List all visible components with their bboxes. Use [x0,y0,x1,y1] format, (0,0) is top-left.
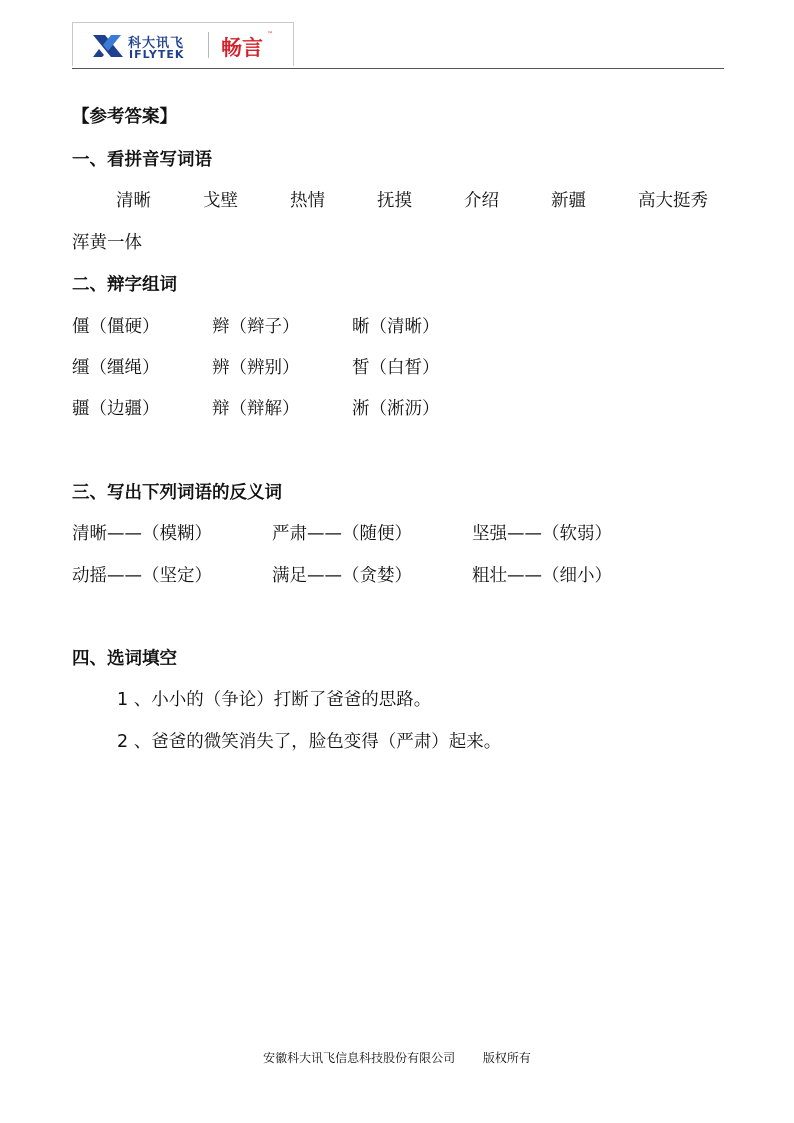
word-group: 疆（边疆） [72,399,160,419]
word-group: 辨（辨别） [212,358,300,378]
answer-word: 清晰 [116,191,151,211]
antonym-pair: 坚强——（软弱） [472,524,612,544]
footer-company: 安徽科大讯飞信息科技股份有限公司 [263,1051,456,1065]
antonym-pair: 满足——（贪婪） [272,566,412,586]
answer-word: 浑黄一体 [72,233,142,253]
logo-chinese-name: 科大讯飞 [128,36,185,51]
page-title: 【参考答案】 [72,107,177,127]
footer-rights: 版权所有 [482,1051,531,1065]
logo-divider [208,32,209,58]
fill-in-sentence: 2 、爸爸的微笑消失了，脸色变得（严肃）起来。 [117,732,502,752]
logo-english-name: IFLYTEK [129,48,185,61]
word-group: 僵（僵硬） [72,317,160,337]
answer-word: 介绍 [464,191,499,211]
page-footer [0,1049,794,1066]
word-group: 晰（清晰） [352,317,440,337]
section-heading-4: 四、选词填空 [72,649,177,669]
antonym-pair: 清晰——（模糊） [72,524,212,544]
word-group: 缰（缰绳） [72,358,160,378]
word-group: 辩（辩解） [212,399,300,419]
word-group: 辫（辫子） [212,317,300,337]
section-heading-2: 二、辩字组词 [72,275,177,295]
fill-in-sentence: 1 、小小的（争论）打断了爸爸的思路。 [117,690,432,710]
answer-word: 戈壁 [203,191,238,211]
answer-word: 热情 [290,191,325,211]
word-group: 淅（淅沥） [352,399,440,419]
iflytek-logo [72,22,294,66]
antonym-pair: 动摇——（坚定） [72,566,212,586]
word-group: 皙（白皙） [352,358,440,378]
antonym-pair: 粗壮——（细小） [472,566,612,586]
section-heading-1: 一、看拼音写词语 [72,150,212,170]
header-rule [72,68,724,69]
iflytek-x-icon [91,31,125,59]
answer-word: 新疆 [551,191,586,211]
answer-word: 抚摸 [377,191,412,211]
antonym-pair: 严肃——（随便） [272,524,412,544]
section-heading-3: 三、写出下列词语的反义词 [72,483,282,503]
logo-product-name: 畅言 [221,36,263,60]
answer-word: 高大挺秀 [638,191,708,211]
logo-trademark: ™ [267,31,273,38]
